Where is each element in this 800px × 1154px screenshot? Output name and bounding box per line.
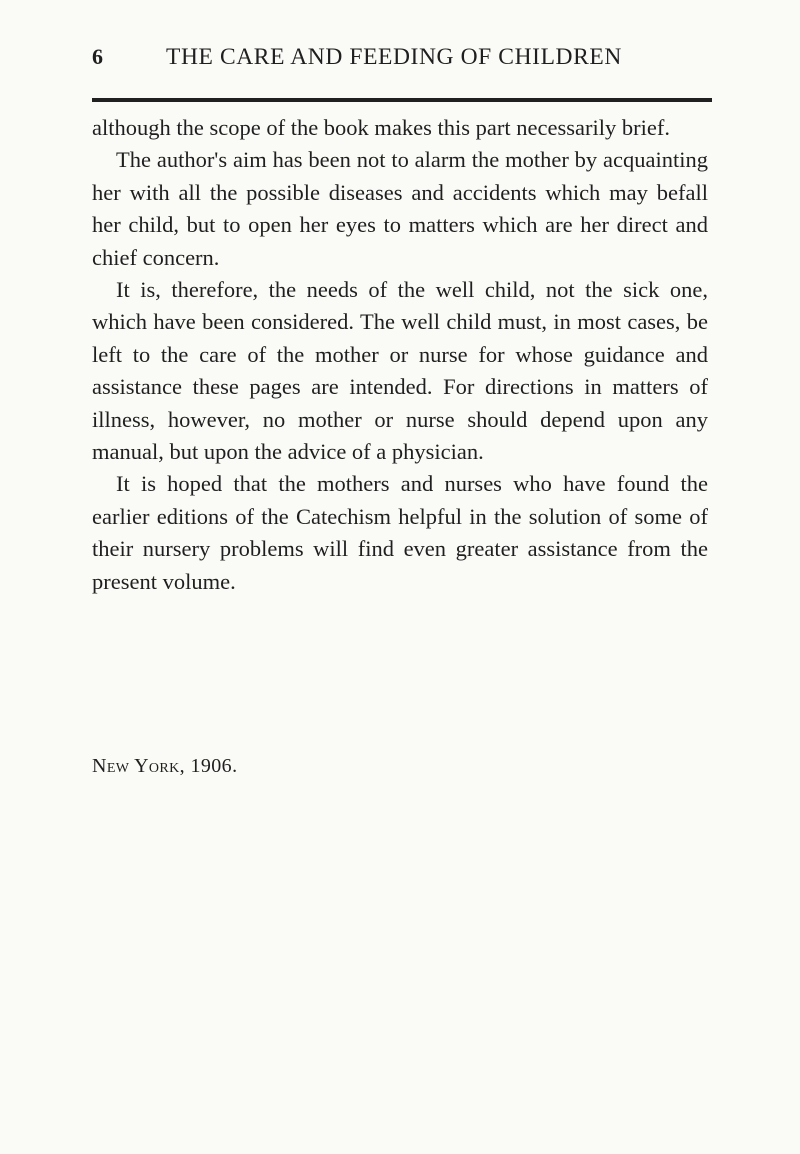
paragraph-continued: although the scope of the book makes this part necessarily brief. [92, 115, 670, 140]
paragraph: It is, therefore, the needs of the well child, not the sick one, which have been considered. The well child must, in most cases, be left to the care of the mother or nurse for whose guidance and assistance these pages are intended. For directions in matters of illness, however, no mother or nurse should depend upon any manual, but upon the advice of a physician. [92, 277, 708, 465]
page-number: 6 [92, 44, 104, 69]
running-head [70, 44, 710, 74]
running-title: THE CARE AND FEEDING OF CHILDREN [166, 44, 622, 70]
paragraph: It is hoped that the mothers and nurses who have found the earlier editions of the Catechism helpful in the solution of some of their nursery problems will find even greater assistance from the present volume. [92, 471, 708, 594]
header-rule [92, 98, 712, 102]
place-date-signature: New York, 1906. [92, 755, 238, 777]
body-text [92, 112, 708, 598]
paragraph: The author's aim has been not to alarm the mother by acquainting her with all the possible diseases and accidents which may befall her child, but to open her eyes to matters which are her direct and chief concern. [92, 147, 708, 270]
